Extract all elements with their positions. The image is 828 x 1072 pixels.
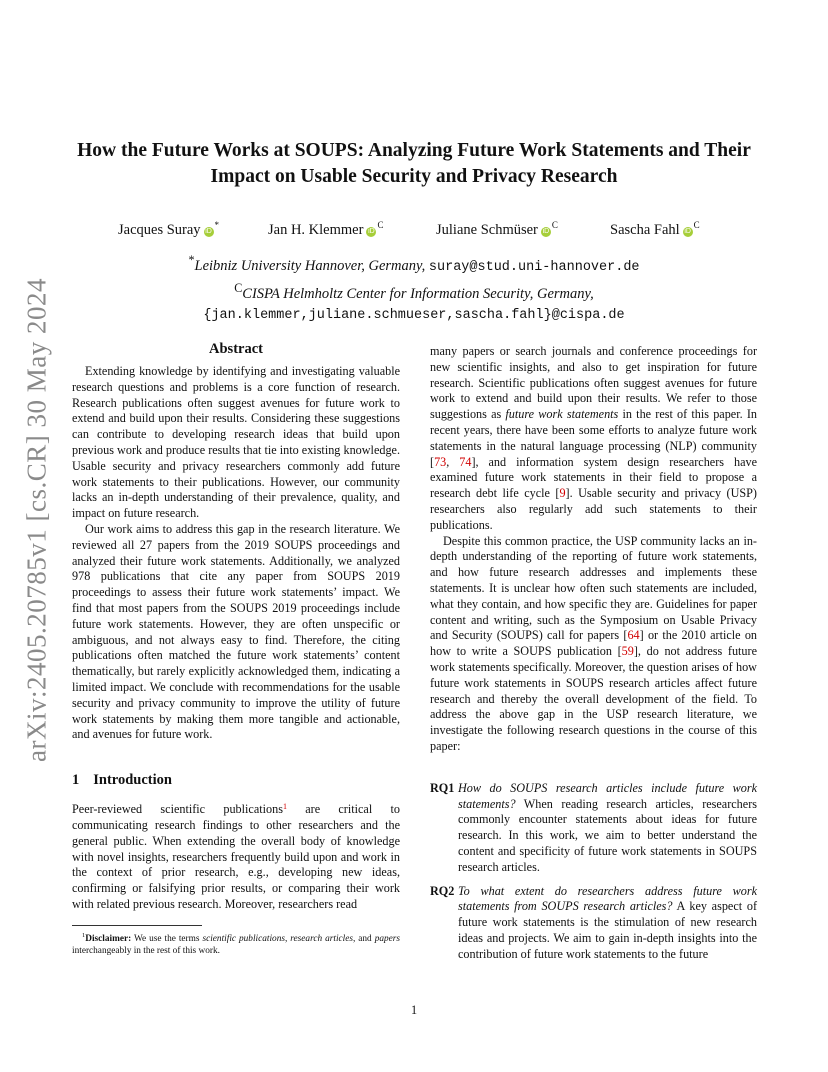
footnote-term: research articles xyxy=(290,933,353,944)
affil-mark: * xyxy=(188,253,195,267)
abstract-heading: Abstract xyxy=(209,341,263,357)
footnote-term: papers xyxy=(374,933,400,944)
author-affil-mark: C xyxy=(551,220,558,230)
footnote-text: , xyxy=(284,933,291,944)
rq-description: When reading research articles, researchers commonly encounter statements about ideas for future research. In this work, we aim to better understand the content and specificity of future work statements in SOUPS research articles. xyxy=(458,796,757,874)
author-2 xyxy=(268,220,383,239)
affil-email[interactable]: suray@stud.uni-hannover.de xyxy=(428,259,640,275)
affil-mark: C xyxy=(234,280,243,295)
section-number: 1 xyxy=(72,772,80,789)
rq-question: To what extent do researchers address future work statements from SOUPS research articles? xyxy=(458,883,757,914)
rq-description: A key aspect of future work statements is the stimulation of new research ideas and projects. We aim to gain in-depth insights into the contribution of future work statements to the future xyxy=(458,899,757,961)
body-text: many papers or search journals and conference proceedings for new scientific insights, and also to get inspiration for future research. Scientific publications often suggest avenues for future work to extend and build upon their results. We refer to those suggestions as xyxy=(430,344,757,422)
body-text: Despite this common practice, the USP community lacks an in-depth understanding of the reporting of future work statements, and how future research addresses and implements these statements. It is unclear how often such statements are included, what they contain, and how specific they are. Guidelines for paper content and writing, such as the Symposium on Usable Privacy and Security (SOUPS) call for papers [ xyxy=(430,533,757,643)
body-text: ], do not address future work statements specifically. Moreover, the question arises of how future work statements in SOUPS research articles affect future research and thereby the overall development of the field. To address the above gap in the USP research literature, we investigate the following research questions in the course of this paper: xyxy=(430,644,757,753)
rq-label: RQ1 xyxy=(430,780,455,795)
citation-link[interactable]: 9 xyxy=(559,486,566,501)
orcid-icon[interactable]: iD xyxy=(684,227,691,235)
body-text: , xyxy=(446,454,460,469)
footnote-label: Disclaimer: xyxy=(85,933,132,944)
author-name: Jan H. Klemmer xyxy=(268,221,364,238)
author-name: Juliane Schmüser xyxy=(436,221,538,238)
emphasis: future work statements xyxy=(505,407,619,422)
introduction-paragraph-1 xyxy=(72,799,400,913)
author-affil-mark: C xyxy=(377,220,384,230)
footnote-divider xyxy=(72,925,202,926)
abstract-paragraph-1: Extending knowledge by identifying and investigating valuable research questions and problems is a core function of research. Research publications often suggest avenues for future work to extend and build upon their results. Considering these suggestions can contribute to developing research ideas that build upon previous work and produce results that tie into existing knowledge. Usable security and privacy researchers commonly add future work statements to their publications. However, our community lacks an in-depth understanding of their prevalence, quality, and impact on future research. xyxy=(72,364,400,521)
footnote-text: interchangeably in the rest of this work. xyxy=(72,945,220,956)
orcid-icon[interactable]: iD xyxy=(368,227,375,235)
title-line-2: Impact on Usable Security and Privacy Research xyxy=(210,166,618,187)
citation-link[interactable]: 73 xyxy=(434,454,447,469)
intro-text: are critical to communicating research findings to other researchers and the general public. When extending the overall body of knowledge with novel insights, researchers frequently build upon and work in the context of prior research, e.g., developing new ideas, confirming or falsifying prior results, or comparing their work with related previous research. Moreover, researchers read xyxy=(72,802,400,911)
author-3 xyxy=(436,220,558,239)
paper-title xyxy=(60,138,768,190)
section-title: Introduction xyxy=(93,772,172,789)
title-line-1: How the Future Works at SOUPS: Analyzing Future Work Statements and Their xyxy=(77,140,751,161)
affiliations xyxy=(0,250,828,326)
affiliation-1 xyxy=(0,250,828,278)
left-column xyxy=(72,340,400,957)
body-paragraph-2 xyxy=(430,534,757,755)
citation-link[interactable]: 74 xyxy=(459,454,472,469)
citation-link[interactable]: 59 xyxy=(621,644,634,659)
body-text: ] or the 2010 article on how to write a SOUPS publication [ xyxy=(430,628,758,659)
author-name: Jacques Suray xyxy=(118,221,201,238)
footnote-text: , and xyxy=(352,933,375,944)
footnote-term: scientific publications xyxy=(202,933,285,944)
abstract-paragraph-2: Our work aims to address this gap in the research literature. We reviewed all 27 papers from the 2019 SOUPS proceedings and analyzed their future work statements. Additionally, we analyzed 978 publications that cite any paper from SOUPS 2019 proceedings to assess their future work statements’ impact. We find that most papers from the SOUPS 2019 proceedings include future work statements. However, they are often unspecific or ambiguous, and not always easy to find. Therefore, the citing publications often matched the future work statements’ content thematically, but rarely explicitly acknowledged them, indicating a limited impact. We conclude with recommendations for the usable security and privacy community to improve the utility of future work statements by making them more tangible and actionable, and avenues for future work. xyxy=(72,521,400,742)
body-text: ]. Usable security and privacy (USP) researchers also regularly add such statements to their publications. xyxy=(430,486,757,532)
citation-link[interactable]: 64 xyxy=(627,628,640,643)
right-column xyxy=(430,344,757,962)
footnote-mark: 1 xyxy=(82,931,86,939)
author-1 xyxy=(118,220,219,239)
footnote-link[interactable]: 1 xyxy=(282,802,287,812)
author-name: Sascha Fahl xyxy=(610,221,680,238)
arxiv-stamp xyxy=(22,275,52,765)
author-4 xyxy=(610,220,700,239)
author-list xyxy=(0,220,828,244)
affil-name: Leibniz University Hannover, Germany, xyxy=(194,257,426,274)
research-question-2 xyxy=(430,884,757,963)
author-affil-mark: C xyxy=(693,220,700,230)
page-number: 1 xyxy=(410,1003,418,1017)
intro-text: Peer-reviewed scientific publications xyxy=(72,802,283,817)
rq-question: How do SOUPS research articles include future work statements? xyxy=(458,780,757,811)
author-affil-mark: * xyxy=(214,220,220,230)
introduction-heading xyxy=(72,771,400,789)
orcid-icon[interactable]: iD xyxy=(542,227,550,235)
rq-text xyxy=(458,781,757,876)
arxiv-stamp-text: arXiv:2405.20785v1 [cs.CR] 30 May 2024 xyxy=(21,278,52,762)
affil-name: CISPA Helmholtz Center for Information Security, Germany, xyxy=(242,285,594,302)
affiliation-2-emails xyxy=(0,304,828,326)
body-text: in the rest of this paper. In recent years, there have been some efforts to analyze future work statements in the natural language processing (NLP) community [ xyxy=(430,407,757,469)
body-paragraph-1 xyxy=(430,344,757,534)
orcid-icon[interactable]: iD xyxy=(205,227,212,235)
body-text: ], and information system design researchers have examined future work statements in their field to propose a research debt life cycle [ xyxy=(430,454,757,501)
footnote-text: We use the terms xyxy=(131,933,203,944)
research-question-1 xyxy=(430,781,757,876)
rq-text xyxy=(458,884,757,963)
affiliation-2 xyxy=(0,278,828,304)
rq-label: RQ2 xyxy=(430,883,455,898)
footnote-1 xyxy=(72,930,400,957)
affil-email[interactable]: {jan.klemmer,juliane.schmueser,sascha.fahl}@cispa.de xyxy=(203,307,625,323)
